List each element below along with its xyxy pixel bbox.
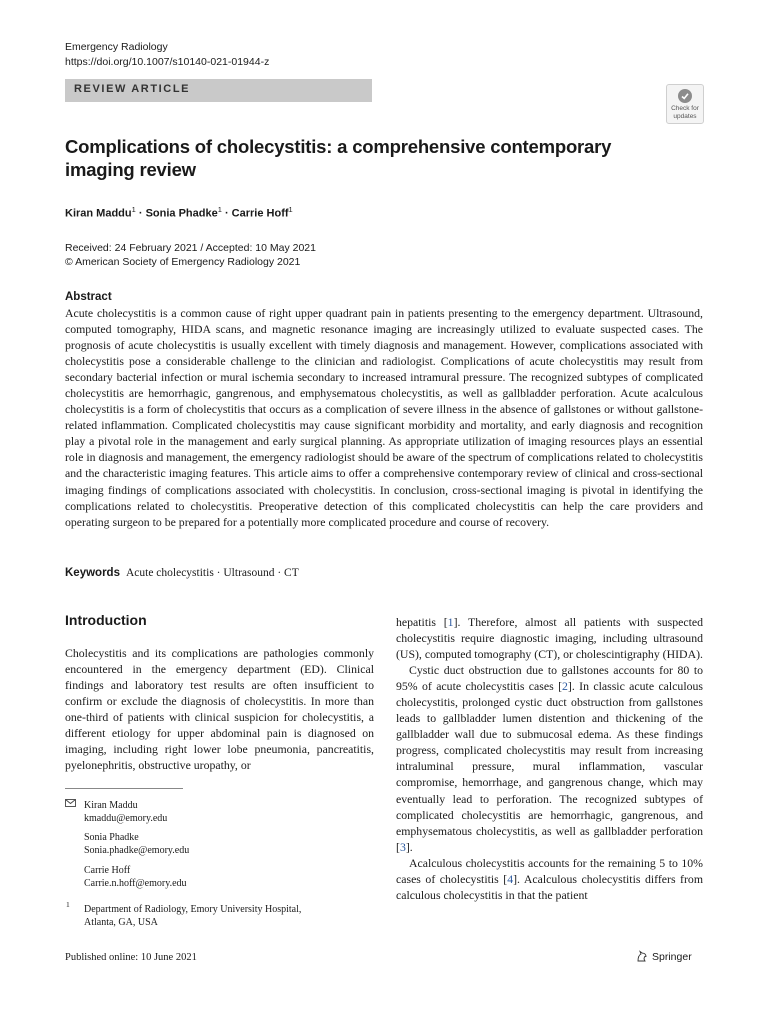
check-updates-text: Check for updates <box>671 105 699 120</box>
intro-right-column <box>396 614 703 903</box>
contact-name: Carrie Hoff <box>84 865 131 876</box>
citation-link[interactable]: 3 <box>399 839 406 854</box>
doi-link[interactable]: https://doi.org/10.1007/s10140-021-01944-z <box>65 56 270 68</box>
keywords-label: Keywords <box>65 567 120 579</box>
article-title: Complications of cholecystitis: a comprehensive contemporary imaging review <box>65 136 612 180</box>
keywords-text: Acute cholecystitis · Ultrasound · CT <box>125 567 299 579</box>
author-separator: · <box>221 207 232 220</box>
contact-email[interactable]: kmaddu@emory.edu <box>84 813 168 824</box>
affiliation-line: Atlanta, GA, USA <box>84 917 158 928</box>
author-list <box>65 205 293 220</box>
intro-paragraph: hepatitis [1]. Therefore, almost all patients with suspected cholecystitis require diagnostic imaging, including ultrasound (US), computed tomography (CT), or cholescintigraphy (HIDA). <box>396 615 703 662</box>
envelope-icon <box>65 799 76 807</box>
affiliation-line: Department of Radiology, Emory University Hospital, <box>84 904 302 915</box>
section-label: REVIEW ARTICLE <box>74 83 191 95</box>
author-affiliation: 1 <box>217 205 222 214</box>
author-name: Sonia Phadke <box>145 207 218 220</box>
copyright-line: © American Society of Emergency Radiology 2021 <box>65 256 301 268</box>
author-separator: · <box>135 207 146 220</box>
citation-link[interactable]: 4 <box>507 871 514 886</box>
footnote-divider <box>65 788 183 789</box>
author-name: Carrie Hoff <box>231 207 289 220</box>
intro-paragraph: Acalculous cholecystitis accounts for the remaining 5 to 10% cases of cholecystitis [4]. Acalculous cholecystitis differs from calculous cholecystitis in that the patient <box>396 855 703 902</box>
contact-email[interactable]: Carrie.n.hoff@emory.edu <box>84 878 187 889</box>
check-for-updates-badge[interactable] <box>666 84 704 124</box>
published-date: Published online: 10 June 2021 <box>65 952 197 963</box>
abstract-heading: Abstract <box>65 291 112 303</box>
contact-name: Kiran Maddu <box>84 800 138 811</box>
publisher-logo <box>636 950 692 963</box>
section-banner <box>65 79 372 102</box>
publisher-name: Springer <box>652 951 692 963</box>
intro-paragraph: Cystic duct obstruction due to gallstones accounts for 80 to 95% of acute cholecystitis cases [2]. In classic acute calculous cholecystitis, prolonged cystic duct obstruction from gallstones leads to gallbladder lumen distention and thickening of the gallbladder wall due to submucosal edema. As these findings progress, complicated cholecystitis may result from increasing intraluminal pressure, mural inflammation, vascular compromise, hemorrhage, and gangrenous change, which may eventually lead to perforation. The recognized subtypes of complicated cholecystitis are hemorrhagic, gangrenous, and emphysematous cholecystitis, as well as gallbladder perforation [3]. <box>396 663 703 854</box>
check-updates-icon <box>677 88 693 104</box>
contact-name: Sonia Phadke <box>84 832 139 843</box>
citation-link[interactable]: 2 <box>562 679 568 694</box>
author-name: Kiran Maddu <box>65 207 132 220</box>
affiliation-number: 1 <box>66 900 70 909</box>
intro-left-column: Cholecystitis and its complications are pathologies commonly encountered in the emergency department (ED). Clinical findings and laboratory test results are often insufficient to confirm or exclude the diagnosis of cholecystitis. In more than one-third of patients with clinical suspicion for cholecystitis, a different etiology for upper abdominal pain is diagnosed on imaging, including right lower lobe pneumonia, pancreatitis, pyelonephritis, obstructive uropathy, or <box>65 646 374 773</box>
keywords-line <box>65 567 299 579</box>
author-affiliation: 1 <box>288 205 293 214</box>
author-affiliation: 1 <box>131 205 136 214</box>
journal-name: Emergency Radiology <box>65 41 168 53</box>
contact-email[interactable]: Sonia.phadke@emory.edu <box>84 845 190 856</box>
article-dates: Received: 24 February 2021 / Accepted: 10 May 2021 <box>65 242 316 254</box>
springer-horse-icon <box>636 950 648 962</box>
abstract-text: Acute cholecystitis is a common cause of right upper quadrant pain in patients presenting to the emergency department. Ultrasound, computed tomography, HIDA scans, and magnetic resonance imaging are increasingly utilized to evaluate suspected cases. The prognosis of acute cholecystitis is usually excellent with timely diagnosis and management. However, complications associated with cholecystitis pose a considerable challenge to the clinician and radiologist. Complications of acute cholecystitis may result from secondary bacterial infection or mural ischemia secondary to increased intramural pressure. The recognized subtypes of complicated cholecystitis are hemorrhagic, gangrenous, and emphysematous cholecystitis, as well as gallbladder perforation. Acute acalculous cholecystitis is a form of cholecystitis that occurs as a complication of severe illness in the absence of gallstones or without gallstone-related inflammation. Complicated cholecystitis may cause significant morbidity and mortality, and early diagnosis and recognition play a pivotal role in the management and early surgical planning. As appropriate utilization of imaging resources plays an essential role in diagnosis and management, the emergency radiologist should be aware of the spectrum of complications related to cholecystitis and the characteristic imaging features. This article aims to offer a comprehensive contemporary review of clinical and cross-sectional imaging findings of complications associated with cholecystitis. In conclusion, cross-sectional imaging is pivotal in identifying the complications related to cholecystitis. Preoperative detection of this complicated cholecystitis can help the care providers and operating surgeon to be prepared for a potentially more complicated procedure and course of recovery. <box>65 306 703 529</box>
introduction-heading: Introduction <box>65 612 147 628</box>
citation-link[interactable]: 1 <box>447 615 454 629</box>
